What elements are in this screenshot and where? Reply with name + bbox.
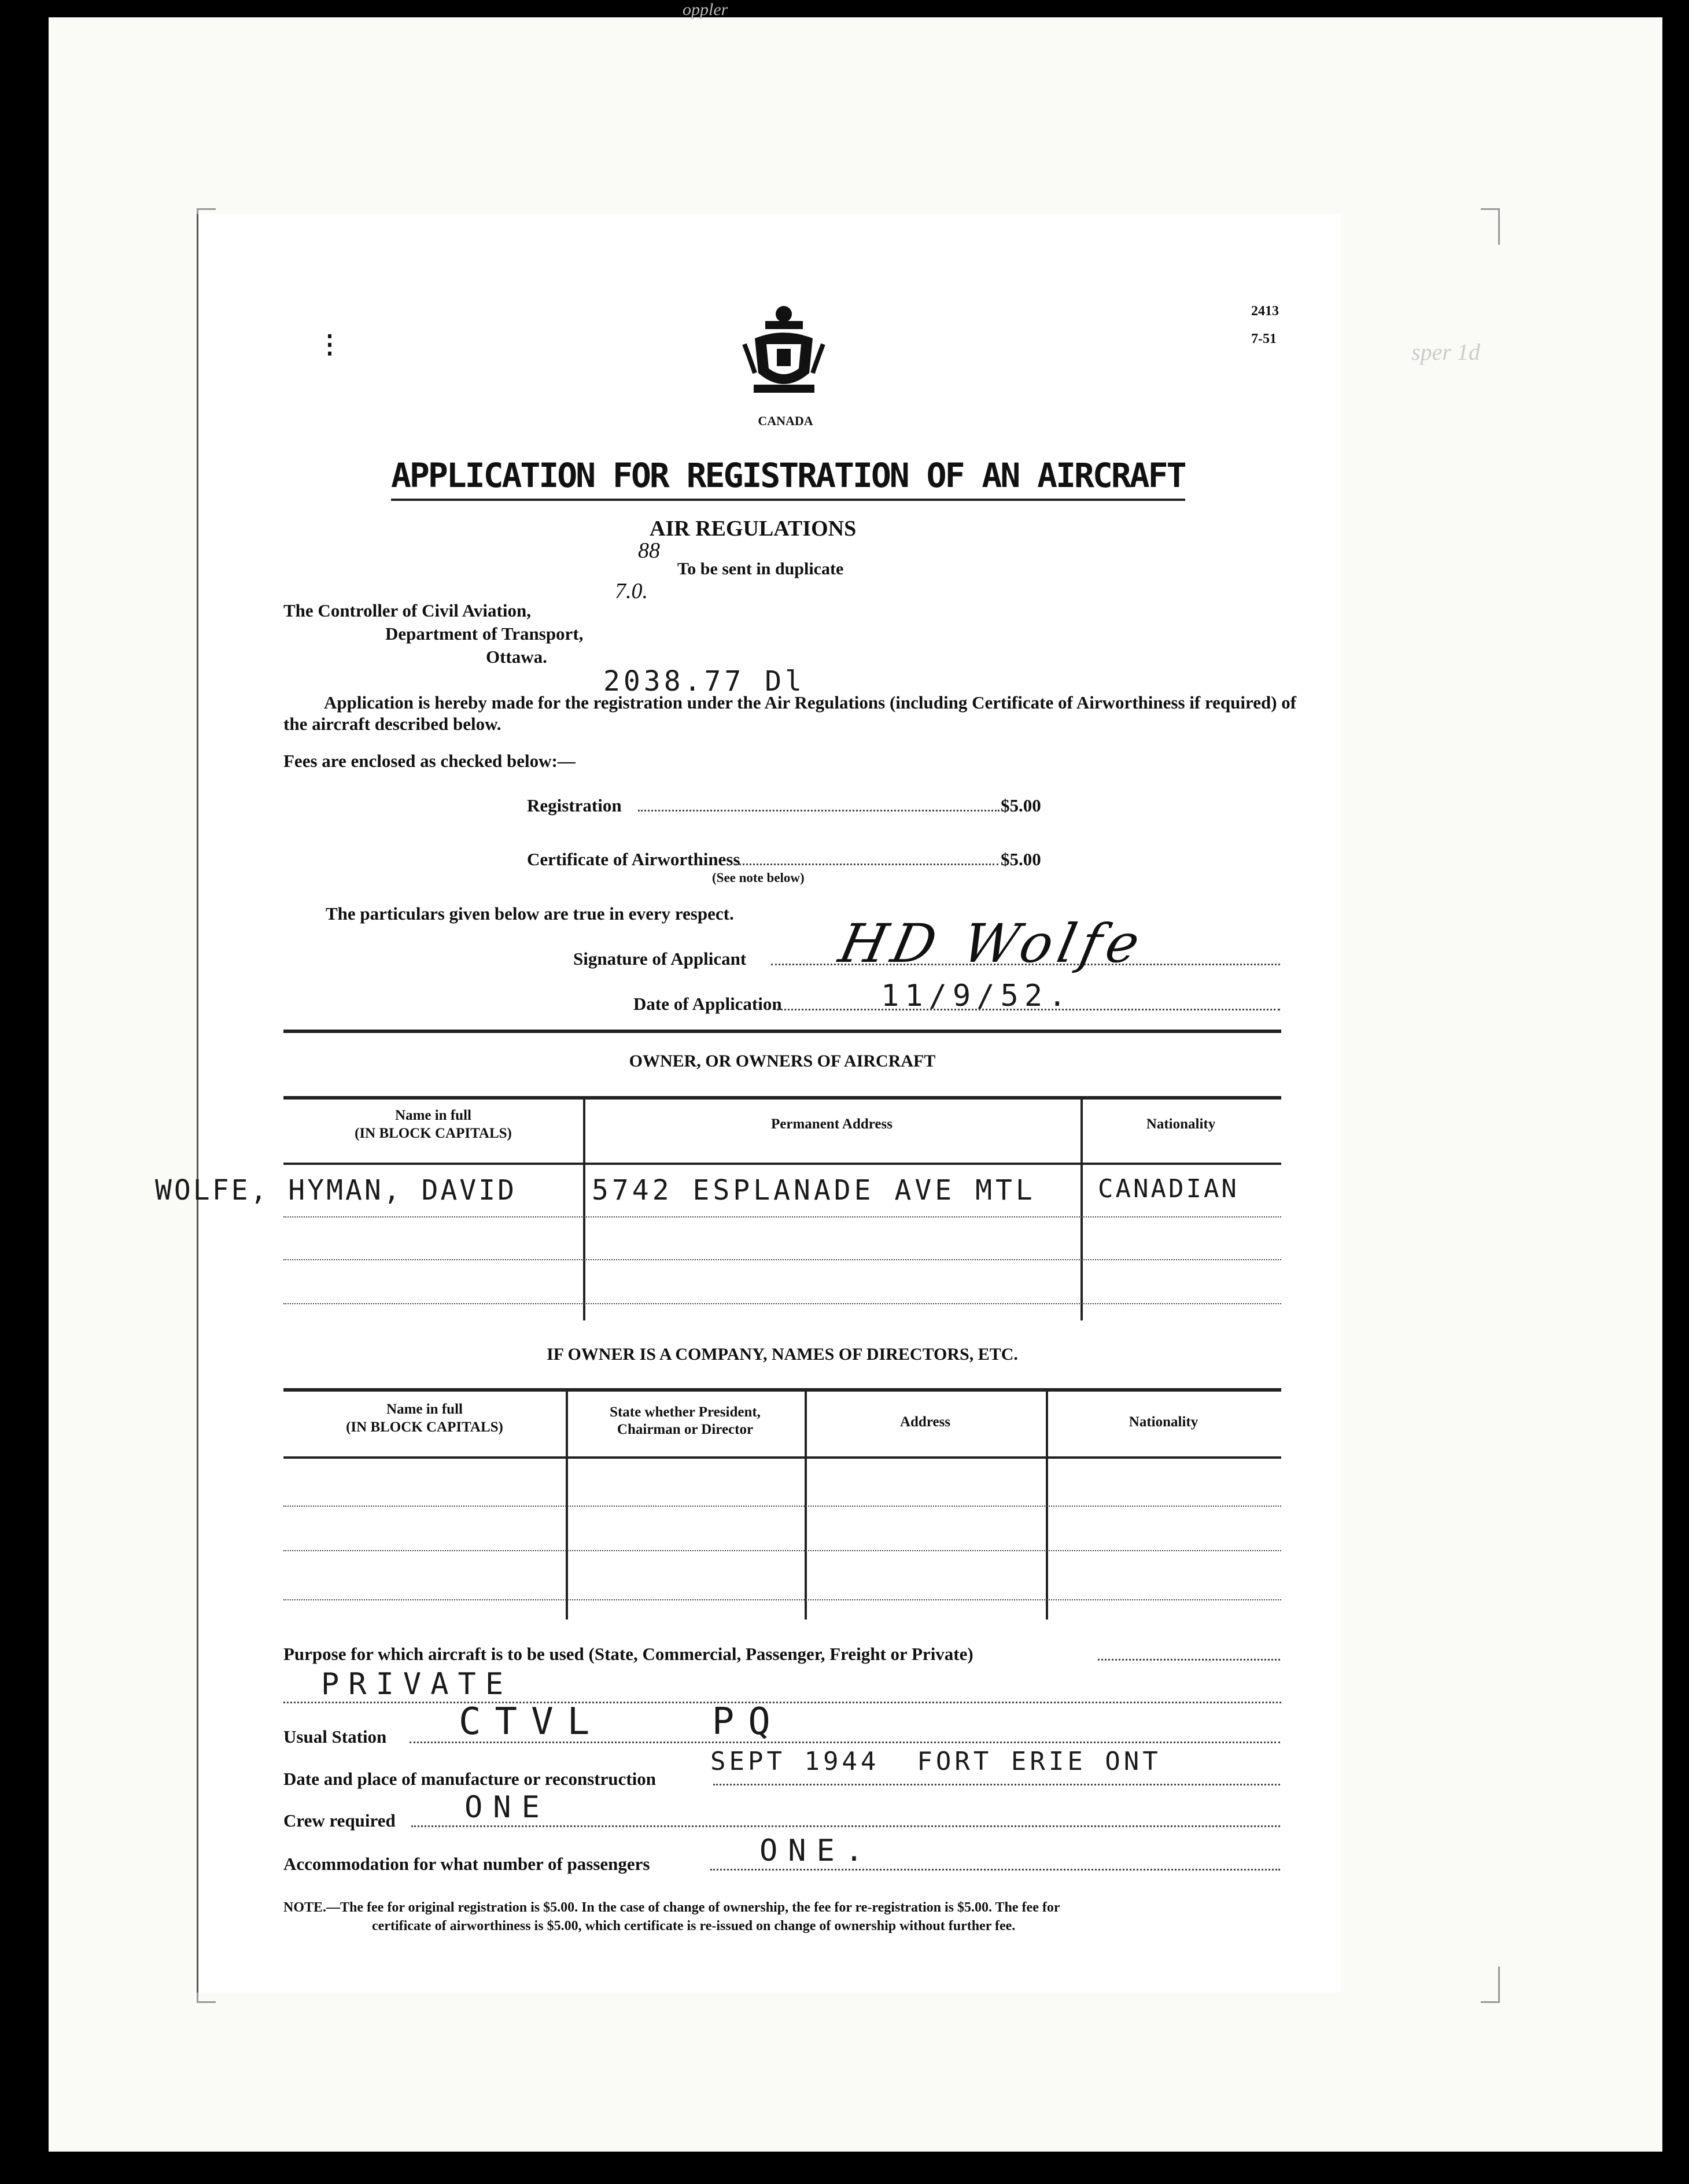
declaration: The particulars given below are true in every respect. [326,903,734,924]
right-margin-marks: sper 1d [1411,339,1480,365]
title-handwritten-mark: ⋮ [317,330,342,359]
applicant-signature: HD Wolfe [834,913,1151,975]
directors-col-role-line1: State whether President, [610,1404,761,1420]
directors-col-name-line1: Name in full [386,1401,463,1417]
registration-fee-amount: $5.00 [1001,795,1041,816]
duplicate-instruction: To be sent in duplicate [677,559,844,578]
fee-note-line-2: certificate of airworthiness is $5.00, which certificate is re-issued on change of ownership without further fee. [372,1919,1016,1934]
directors-row-line-1 [283,1506,1281,1507]
application-form [155,214,1341,1993]
registration-fee-label: Registration [527,795,622,816]
airworthiness-fee-label: Certificate of Airworthiness [527,849,740,869]
form-number: 2413 [1251,304,1279,319]
coat-of-arms-caption: CANADA [758,414,813,428]
crew-value: ONE [464,1790,550,1825]
date-of-application-label: Date of Application [633,994,782,1014]
airworthiness-fee-note: (See note below) [712,870,805,885]
directors-heading: IF OWNER IS A COMPANY, NAMES OF DIRECTORS, ETC. [547,1345,1018,1364]
form-subtitle: AIR REGULATIONS [650,517,857,541]
coat-of-arms-icon [742,304,826,399]
directors-table-top [283,1388,1281,1392]
directors-col-name-line2: (IN BLOCK CAPITALS) [346,1419,503,1435]
fee-note-line-1: NOTE.—The fee for original registration is $5.00. In the case of change of ownership, the fee for re-registration is $5.00. The fee for [283,1900,1060,1915]
handwritten-number-upper: 88 [638,538,660,563]
crew-label: Crew required [283,1810,396,1831]
directors-col-role-line2: Chairman or Director [617,1422,754,1437]
manufacture-value: SEPT 1944 FORT ERIE ONT [710,1747,1161,1776]
fees-heading: Fees are enclosed as checked below:— [283,751,576,771]
owner-nationality: CANADIAN [1098,1174,1239,1204]
airworthiness-fee-amount: $5.00 [1001,849,1041,869]
owners-section-top-rule [283,1030,1281,1033]
directors-col-address: Address [899,1414,951,1430]
manufacture-label: Date and place of manufacture or reconstruction [283,1769,657,1789]
form-title: APPLICATION FOR REGISTRATION OF AN AIRCRAFT [391,456,1185,501]
owners-col-name-line1: Name in full [395,1108,471,1123]
crew-line [411,1825,1280,1827]
passengers-value: ONE. [759,1833,874,1868]
owners-col-address: Permanent Address [771,1116,893,1132]
top-margin-scribble: oppler [683,0,728,19]
addressee-line-3: Ottawa. [486,647,547,667]
application-statement: Application is hereby made for the registration under the Air Regulations (including Certificate of Airworthiness if required) of the aircraft described below. [283,692,1297,734]
owner-name: WOLFE, HYMAN, DAVID [155,1174,517,1207]
directors-row-line-2 [283,1550,1281,1551]
owners-row-line-3 [283,1303,1281,1304]
handwritten-number-lower: 7.0. [615,579,648,603]
passengers-label: Accommodation for what number of passengers [283,1854,650,1874]
manufacture-line [713,1784,1280,1785]
form-date: 7-51 [1251,331,1277,346]
owners-header-bottom [283,1163,1281,1165]
directors-header-bottom [283,1456,1281,1459]
registration-fee-leader [638,810,1000,811]
purpose-value: PRIVATE [321,1667,513,1702]
owners-row-line-1 [283,1216,1281,1218]
owners-row-line-2 [283,1259,1281,1260]
directors-row-line-3 [283,1599,1281,1600]
handwritten-amount: 2038.77 Dl [603,665,805,698]
passengers-line [710,1869,1280,1871]
usual-station-value: CTVL PQ [459,1700,784,1743]
owners-col-name-line2: (IN BLOCK CAPITALS) [355,1126,512,1141]
airworthiness-fee-leader [735,864,998,865]
directors-col-nationality: Nationality [1129,1414,1198,1430]
addressee-line-1: The Controller of Civil Aviation, [283,600,531,621]
owner-address: 5742 ESPLANADE AVE MTL [592,1174,1036,1207]
date-of-application-value: 11/9/52. [881,979,1072,1013]
purpose-label: Purpose for which aircraft is to be used (State, Commercial, Passenger, Freight or Private) [283,1644,973,1664]
corner-bracket-bottom-right [1481,1967,1500,2003]
signature-label: Signature of Applicant [573,949,747,969]
purpose-line [1098,1659,1280,1661]
addressee-line-2: Department of Transport, [385,624,584,644]
owners-heading: OWNER, OR OWNERS OF AIRCRAFT [629,1052,936,1071]
owners-table-top [283,1096,1281,1100]
corner-bracket-top-right [1481,208,1500,245]
owners-col-nationality: Nationality [1146,1116,1216,1132]
usual-station-label: Usual Station [283,1726,387,1747]
